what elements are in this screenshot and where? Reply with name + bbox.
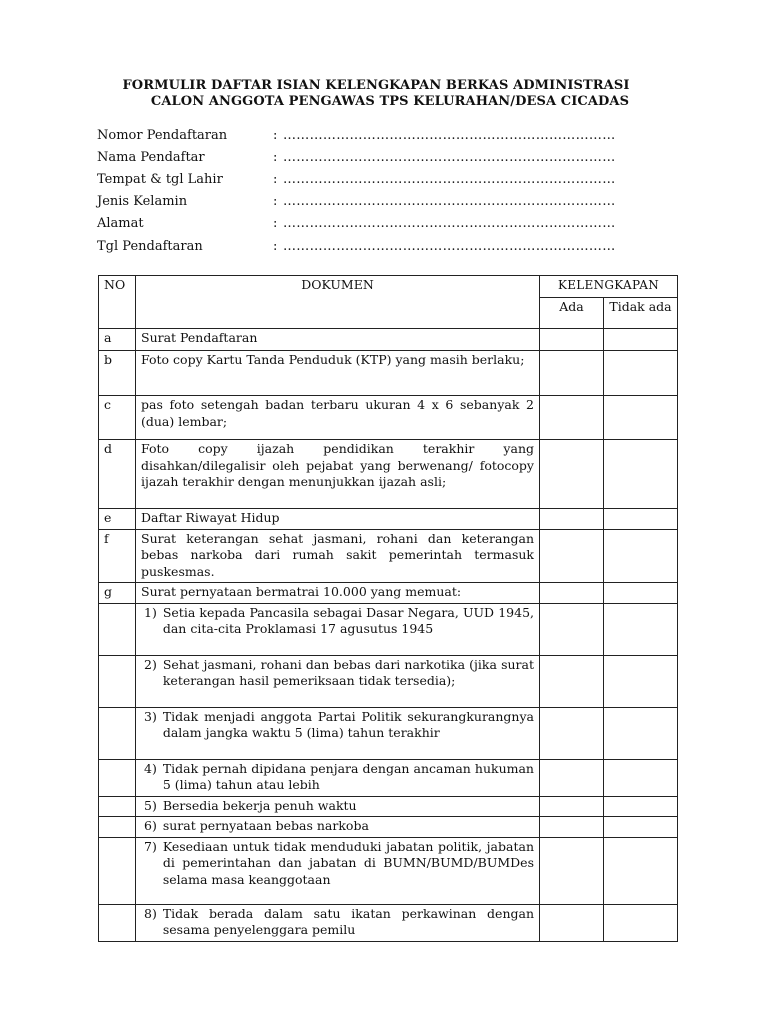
row-no: c [99, 396, 136, 440]
table-header-row [99, 276, 678, 298]
statement-text: Bersedia bekerja penuh waktu [162, 797, 357, 813]
check-tidak-ada[interactable] [604, 904, 678, 941]
check-ada[interactable] [540, 707, 604, 759]
table-row [99, 440, 678, 509]
registrant-fields [97, 124, 667, 257]
field-separator: : [273, 149, 278, 165]
row-no-empty [99, 655, 136, 707]
check-tidak-ada[interactable] [604, 329, 678, 351]
table-sub-row [99, 707, 678, 759]
table-row [99, 529, 678, 583]
statement-item [144, 839, 534, 889]
row-no-empty [99, 707, 136, 759]
document-checklist-table [98, 275, 678, 942]
field-separator: : [273, 238, 278, 254]
row-document: Surat pernyataan bermatrai 10.000 yang memuat: [136, 583, 540, 604]
check-tidak-ada[interactable] [604, 759, 678, 796]
statement-text: Sehat jasmani, rohani dan bebas dari narkotika (jika surat keterangan hasil pemeriksaan tidak tersedia); [162, 656, 534, 688]
row-no-empty [99, 796, 136, 817]
statement-text: surat pernyataan bebas narkoba [162, 818, 369, 833]
form-title-line-1: FORMULIR DAFTAR ISIAN KELENGKAPAN BERKAS ADMINISTRASI [122, 78, 630, 93]
row-document: Surat keterangan sehat jasmani, rohani dan keterangan bebas narkoba dari rumah sakit pemerintah termasuk puskesmas. [136, 529, 540, 583]
statement-item [144, 657, 534, 690]
row-document: Foto copy Kartu Tanda Penduduk (KTP) yang masih berlaku; [136, 351, 540, 396]
check-ada[interactable] [540, 509, 604, 530]
statement-item [144, 709, 534, 742]
field-label: Tempat & tgl Lahir [97, 171, 223, 187]
check-tidak-ada[interactable] [604, 796, 678, 817]
field-blank[interactable]: ………………………………………………………………… [283, 171, 616, 187]
field-label: Nama Pendaftar [97, 149, 205, 165]
row-statement-item [136, 603, 540, 655]
field-blank[interactable]: ………………………………………………………………… [283, 194, 616, 210]
row-no: e [99, 509, 136, 530]
field-label: Jenis Kelamin [97, 194, 188, 210]
statement-text: Setia kepada Pancasila sebagai Dasar Negara, UUD 1945, dan cita-cita Proklamasi 17 agusutus 1945 [162, 604, 534, 636]
row-no-empty [99, 837, 136, 904]
table-row [99, 329, 678, 351]
table-sub-row [99, 603, 678, 655]
field-nomor-pendaftaran [97, 124, 667, 146]
check-ada[interactable] [540, 603, 604, 655]
statement-item [144, 818, 534, 835]
check-ada[interactable] [540, 351, 604, 396]
statement-number: 3) [144, 708, 157, 724]
header-ada: Ada [540, 298, 604, 329]
row-no: g [99, 583, 136, 604]
check-tidak-ada[interactable] [604, 603, 678, 655]
table-sub-row [99, 817, 678, 838]
row-statement-item [136, 759, 540, 796]
row-no-empty [99, 904, 136, 941]
row-statement-item [136, 837, 540, 904]
form-title-line-2: CALON ANGGOTA PENGAWAS TPS KELURAHAN/DESA CICADAS [150, 94, 630, 109]
check-tidak-ada[interactable] [604, 396, 678, 440]
table-row [99, 351, 678, 396]
check-ada[interactable] [540, 396, 604, 440]
row-statement-item [136, 707, 540, 759]
check-ada[interactable] [540, 583, 604, 604]
row-no: d [99, 440, 136, 509]
row-statement-item [136, 796, 540, 817]
row-statement-item [136, 904, 540, 941]
statement-number: 8) [144, 905, 157, 921]
statement-item [144, 798, 534, 815]
row-no-empty [99, 759, 136, 796]
check-ada[interactable] [540, 817, 604, 838]
row-no: f [99, 529, 136, 583]
statement-number: 6) [144, 818, 157, 833]
header-tidak-ada: Tidak ada [604, 298, 678, 329]
check-tidak-ada[interactable] [604, 440, 678, 509]
statement-text: Tidak menjadi anggota Partai Politik sekurangkurangnya dalam jangka waktu 5 (lima) tahun terakhir [162, 708, 534, 740]
header-no: NO [99, 276, 136, 329]
table-sub-row [99, 837, 678, 904]
statement-number: 5) [144, 797, 157, 813]
field-label: Tgl Pendaftaran [97, 238, 203, 254]
table-row [99, 509, 678, 530]
check-tidak-ada[interactable] [604, 351, 678, 396]
table-row [99, 396, 678, 440]
check-ada[interactable] [540, 529, 604, 583]
check-ada[interactable] [540, 796, 604, 817]
header-kelengkapan: KELENGKAPAN [540, 276, 678, 298]
statement-number: 4) [144, 760, 157, 776]
field-separator: : [273, 171, 278, 187]
check-tidak-ada[interactable] [604, 837, 678, 904]
row-statement-item [136, 655, 540, 707]
statement-text: Tidak berada dalam satu ikatan perkawinan dengan sesama penyelenggara pemilu [162, 905, 534, 937]
check-tidak-ada[interactable] [604, 707, 678, 759]
field-blank[interactable]: ………………………………………………………………… [283, 216, 616, 232]
check-tidak-ada[interactable] [604, 583, 678, 604]
field-alamat [97, 213, 667, 235]
statement-text: Kesediaan untuk tidak menduduki jabatan politik, jabatan di pemerintahan dan jabatan di BUMN/BUMD/BUMDes selama masa keanggotaan [162, 838, 534, 887]
field-blank[interactable]: ………………………………………………………………… [283, 127, 616, 143]
row-no-empty [99, 603, 136, 655]
table-sub-row [99, 759, 678, 796]
statement-item [144, 906, 534, 939]
statement-number: 7) [144, 838, 157, 854]
table-row [99, 583, 678, 604]
row-no: b [99, 351, 136, 396]
check-tidak-ada[interactable] [604, 529, 678, 583]
row-document: pas foto setengah badan terbaru ukuran 4 x 6 sebanyak 2 (dua) lembar; [136, 396, 540, 440]
statement-text: Tidak pernah dipidana penjara dengan ancaman hukuman 5 (lima) tahun atau lebih [162, 760, 534, 792]
field-jenis-kelamin [97, 191, 667, 213]
table-sub-row [99, 655, 678, 707]
check-ada[interactable] [540, 440, 604, 509]
field-separator: : [273, 194, 278, 210]
field-blank[interactable]: ………………………………………………………………… [283, 149, 616, 165]
row-document: Daftar Riwayat Hidup [136, 509, 540, 530]
field-blank[interactable]: ………………………………………………………………… [283, 238, 616, 254]
statement-number: 2) [144, 656, 157, 672]
statement-item [144, 605, 534, 638]
field-separator: : [273, 127, 278, 143]
table-sub-row [99, 904, 678, 941]
statement-item [144, 761, 534, 794]
field-label: Nomor Pendaftaran [97, 127, 228, 143]
statement-number: 1) [144, 604, 157, 620]
field-nama-pendaftar [97, 146, 667, 168]
header-dokumen: DOKUMEN [136, 276, 540, 329]
check-ada[interactable] [540, 655, 604, 707]
row-statement-item [136, 817, 540, 838]
check-tidak-ada[interactable] [604, 817, 678, 838]
check-tidak-ada[interactable] [604, 509, 678, 530]
field-tgl-pendaftaran [97, 235, 667, 257]
table-sub-row [99, 796, 678, 817]
row-document: Foto copy ijazah pendidikan terakhir yang disahkan/dilegalisir oleh pejabat yang berwenang/ fotocopy ijazah terakhir dengan menunjukkan ijazah asli; [136, 440, 540, 509]
check-tidak-ada[interactable] [604, 655, 678, 707]
field-label: Alamat [97, 216, 144, 232]
field-separator: : [273, 216, 278, 232]
check-ada[interactable] [540, 904, 604, 941]
check-ada[interactable] [540, 759, 604, 796]
row-document: Surat Pendaftaran [136, 329, 540, 351]
row-no: a [99, 329, 136, 351]
check-ada[interactable] [540, 837, 604, 904]
check-ada[interactable] [540, 329, 604, 351]
field-tempat-tgl-lahir [97, 168, 667, 190]
row-no-empty [99, 817, 136, 838]
